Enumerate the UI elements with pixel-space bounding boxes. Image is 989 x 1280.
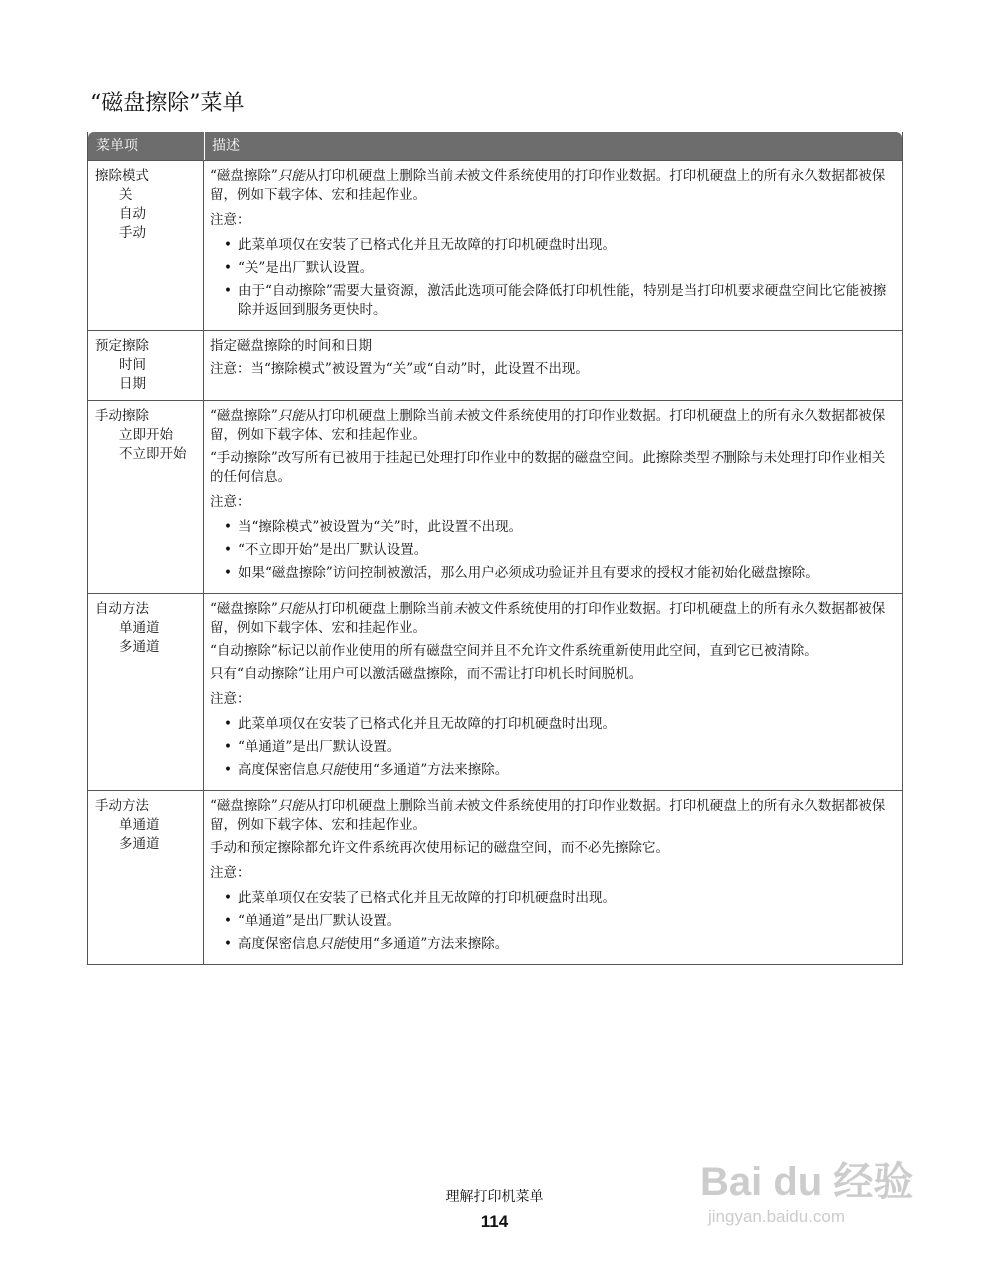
menu-item-name: 手动方法: [95, 798, 149, 814]
text-segment: “单通道”是出厂默认设置。: [238, 913, 401, 929]
menu-table: [87, 132, 903, 965]
menu-option: 自动: [119, 206, 146, 222]
text-segment: 使用“多通道”方法来擦除。: [346, 762, 509, 778]
emphasis-text: 不: [709, 450, 724, 466]
note-bullet: [210, 935, 894, 954]
emphasis-text: 只能: [319, 762, 346, 778]
page-title: “磁盘擦除”菜单: [90, 91, 245, 116]
description-cell: [204, 594, 902, 790]
description-cell: [204, 161, 902, 330]
text-segment: 删除与未处理打印作业相关的任何信息。: [210, 450, 886, 485]
note-label: 注意：: [210, 691, 251, 707]
menu-option: 单通道: [119, 817, 160, 833]
menu-item-name: 预定擦除: [95, 338, 149, 354]
emphasis-text: 未: [453, 408, 467, 424]
menu-item-name: 手动擦除: [95, 408, 149, 424]
note-label: 注意：: [210, 865, 251, 881]
menu-option: 手动: [119, 225, 146, 241]
text-segment: 从打印机硬盘上删除当前: [304, 601, 454, 617]
text-segment: 高度保密信息: [238, 936, 319, 952]
text-segment: “磁盘擦除”: [210, 601, 278, 617]
note-label: 注意：: [210, 494, 251, 510]
text-segment: 指定磁盘擦除的时间和日期: [210, 338, 372, 354]
description-paragraph: [210, 642, 894, 661]
text-segment: “手动擦除”改写所有已被用于挂起已处理打印作业中的数据的磁盘空间。此擦除类型: [210, 450, 710, 466]
note-label: 注意：: [210, 212, 251, 228]
emphasis-text: 只能: [319, 936, 346, 952]
table-row: [88, 790, 902, 964]
page-number: 114: [480, 1212, 509, 1231]
description-paragraph: [210, 797, 894, 835]
text-segment: “磁盘擦除”: [210, 408, 278, 424]
menu-option: 关: [119, 187, 133, 203]
description-cell: [204, 401, 902, 593]
text-segment: 被文件系统使用的打印作业数据。打印机硬盘上的所有永久数据都被保留，例如下载字体、宏和挂起作业。: [210, 408, 886, 443]
header-description: 描述: [212, 138, 240, 154]
menu-option: 时间: [119, 357, 146, 373]
emphasis-text: 只能: [277, 798, 305, 814]
note-bullet: [210, 282, 894, 320]
menu-item-cell: [88, 331, 204, 400]
text-segment: 被文件系统使用的打印作业数据。打印机硬盘上的所有永久数据都被保留，例如下载字体、宏和挂起作业。: [210, 798, 886, 833]
description-paragraph: [210, 167, 894, 205]
text-segment: “关”是出厂默认设置。: [238, 260, 374, 276]
text-segment: 如果“磁盘擦除”访问控制被激活，那么用户必须成功验证并且有要求的授权才能初始化磁盘擦除。: [238, 565, 819, 581]
menu-option: 多通道: [119, 836, 160, 852]
text-segment: 被文件系统使用的打印作业数据。打印机硬盘上的所有永久数据都被保留，例如下载字体、宏和挂起作业。: [210, 601, 886, 636]
text-segment: 从打印机硬盘上删除当前: [304, 168, 454, 184]
emphasis-text: 未: [453, 168, 467, 184]
note-bullet: [210, 761, 894, 780]
baidu-watermark-logo: Bai du 经验 jingyan.baidu.com: [700, 1160, 914, 1226]
description-paragraph: [210, 665, 894, 684]
table-row: [88, 400, 902, 593]
header-menu-item: 菜单项: [88, 132, 205, 160]
footer-section-title: 理解打印机菜单: [445, 1189, 544, 1205]
description-cell: [204, 791, 902, 964]
menu-item-cell: [88, 791, 204, 964]
emphasis-text: 只能: [277, 408, 305, 424]
menu-item-cell: [88, 594, 204, 790]
text-segment: 手动和预定擦除都允许文件系统再次使用标记的磁盘空间，而不必先擦除它。: [210, 840, 669, 856]
description-paragraph: [210, 360, 894, 379]
table-row: [88, 160, 902, 330]
text-segment: “不立即开始”是出厂默认设置。: [238, 542, 428, 558]
menu-item-name: 擦除模式: [95, 168, 149, 184]
note-bullet: [210, 259, 894, 278]
text-segment: 注意：当“擦除模式”被设置为“关”或“自动”时，此设置不出现。: [210, 361, 589, 377]
text-segment: “单通道”是出厂默认设置。: [238, 739, 401, 755]
description-cell: [204, 331, 902, 400]
text-segment: 从打印机硬盘上删除当前: [304, 798, 454, 814]
text-segment: 此菜单项仅在安装了已格式化并且无故障的打印机硬盘时出现。: [238, 716, 616, 732]
menu-item-cell: [88, 401, 204, 593]
menu-option: 日期: [119, 376, 146, 392]
description-paragraph: [210, 839, 894, 858]
text-segment: 当“擦除模式”被设置为“关”时，此设置不出现。: [238, 519, 523, 535]
note-bullet: [210, 541, 894, 560]
table-header: [88, 132, 902, 160]
note-bullet: [210, 912, 894, 931]
menu-item-cell: [88, 161, 204, 330]
emphasis-text: 未: [453, 601, 467, 617]
description-paragraph: [210, 449, 894, 487]
menu-item-name: 自动方法: [95, 601, 149, 617]
text-segment: “磁盘擦除”: [210, 168, 278, 184]
table-row: [88, 593, 902, 790]
menu-option: 不立即开始: [119, 446, 187, 462]
emphasis-text: 只能: [277, 601, 305, 617]
emphasis-text: 未: [453, 798, 467, 814]
note-bullet: [210, 518, 894, 537]
text-segment: 此菜单项仅在安装了已格式化并且无故障的打印机硬盘时出现。: [238, 237, 616, 253]
description-paragraph: [210, 337, 894, 356]
text-segment: 只有“自动擦除”让用户可以激活磁盘擦除，而不需让打印机长时间脱机。: [210, 666, 643, 682]
text-segment: “磁盘擦除”: [210, 798, 278, 814]
menu-option: 立即开始: [119, 427, 173, 443]
note-bullet: [210, 738, 894, 757]
emphasis-text: 只能: [277, 168, 305, 184]
text-segment: 此菜单项仅在安装了已格式化并且无故障的打印机硬盘时出现。: [238, 890, 616, 906]
text-segment: 被文件系统使用的打印作业数据。打印机硬盘上的所有永久数据都被保留，例如下载字体、宏和挂起作业。: [210, 168, 886, 203]
note-bullet: [210, 715, 894, 734]
menu-option: 多通道: [119, 639, 160, 655]
text-segment: “自动擦除”标记以前作业使用的所有磁盘空间并且不允许文件系统重新使用此空间，直到它已被清除。: [210, 643, 818, 659]
note-bullet: [210, 564, 894, 583]
text-segment: 从打印机硬盘上删除当前: [304, 408, 454, 424]
text-segment: 使用“多通道”方法来擦除。: [346, 936, 509, 952]
table-row: [88, 330, 902, 400]
note-bullet: [210, 236, 894, 255]
text-segment: 高度保密信息: [238, 762, 319, 778]
text-segment: 由于“自动擦除”需要大量资源，激活此选项可能会降低打印机性能，特别是当打印机要求硬盘空间比它能被擦除并返回到服务更快时。: [238, 283, 887, 318]
note-bullet: [210, 889, 894, 908]
description-paragraph: [210, 407, 894, 445]
menu-option: 单通道: [119, 620, 160, 636]
description-paragraph: [210, 600, 894, 638]
